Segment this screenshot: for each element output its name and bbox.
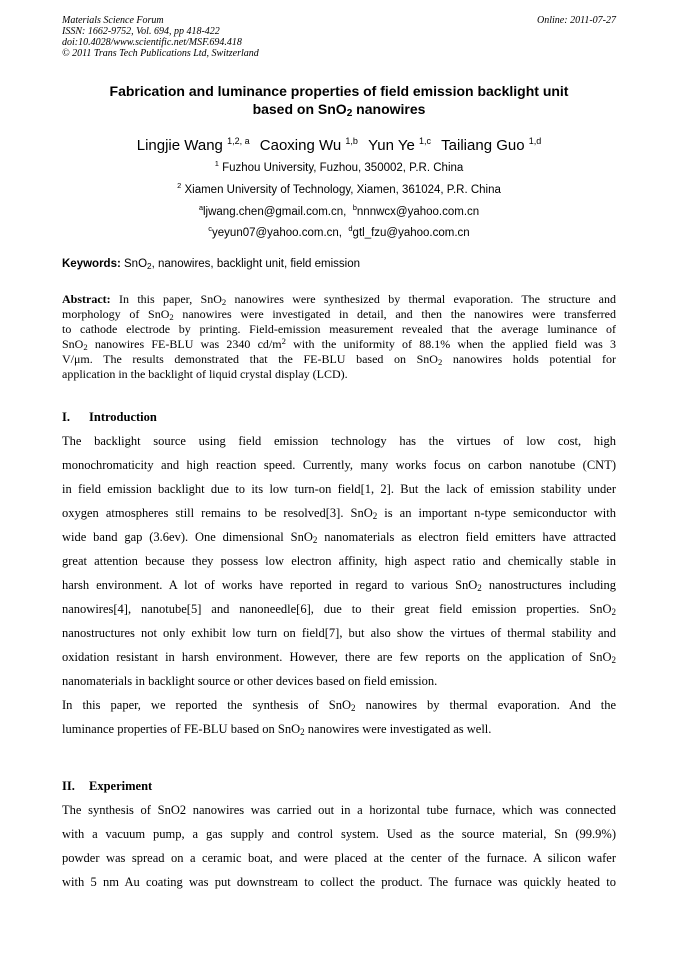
body-line: powder was spread on a ceramic boat, and were placed at the center of the furnace. A silicon wafer bbox=[62, 851, 616, 865]
author: Tailiang Guo $^{1,d}$ bbox=[441, 136, 542, 154]
doi-line: doi:10.4028/www.scientific.net/MSF.694.418 bbox=[62, 37, 242, 48]
body-line: The backlight source using field emission technology has the virtues of low cost, high bbox=[62, 434, 616, 448]
paper-title-line-2: based on SnO$_2$ nanowires bbox=[252, 101, 426, 119]
author: Yun Ye $^{1,c}$ bbox=[368, 136, 431, 154]
body-line: nanomaterials in backlight source or other devices based on field emission. bbox=[62, 674, 438, 688]
experiment-body bbox=[62, 803, 616, 899]
body-line: oxygen atmospheres still remains to be resolved[3]. SnO$_2$ is an important n-type semiconductor with bbox=[62, 506, 616, 521]
abstract-line: application in the backlight of liquid crystal display (LCD). bbox=[62, 367, 348, 381]
abstract-line: to cathode electrode by printing. Field-emission measurement revealed that the average luminance of bbox=[62, 322, 616, 336]
abstract bbox=[62, 292, 616, 382]
issn-line: ISSN: 1662-9752, Vol. 694, pp 418-422 bbox=[62, 26, 220, 37]
body-line: in field emission backlight due to its low turn-on field[1, 2]. But the lack of emission stability under bbox=[62, 482, 616, 496]
body-line: nanowires[4], nanotube[5] and nanoneedle[6], due to their great field emission properties. SnO$_2$ bbox=[62, 602, 616, 617]
body-line: luminance properties of FE-BLU based on SnO$_2$ nanowires were investigated as well. bbox=[62, 722, 492, 737]
section-heading-experiment: II. Experiment bbox=[62, 779, 153, 793]
copyright-line: © 2011 Trans Tech Publications Ltd, Switzerland bbox=[62, 48, 259, 59]
abstract-line: morphology of SnO$_2$ nanowires were investigated in detail, and then the nanowires were transferred bbox=[62, 307, 616, 322]
author: Lingjie Wang $^{1,2, a}$ bbox=[136, 136, 250, 154]
body-line: In this paper, we reported the synthesis of SnO$_2$ nanowires by thermal evaporation. And the bbox=[62, 698, 616, 713]
abstract-line: Abstract: In this paper, SnO$_2$ nanowires were synthesized by thermal evaporation. The structure and bbox=[62, 292, 616, 307]
body-line: with a vacuum pump, a gas supply and control system. Used as the source material, Sn (99.9%) bbox=[62, 827, 616, 841]
abstract-line: V/μm. The results demonstrated that the FE-BLU based on SnO$_2$ nanowires holds potential for bbox=[62, 352, 616, 367]
body-line: harsh environment. A lot of works have reported in regard to various SnO$_2$ nanostructures including bbox=[62, 578, 616, 593]
section-heading-introduction: I. Introduction bbox=[62, 410, 157, 424]
author-list bbox=[62, 132, 616, 155]
body-line: oxidation resistant in harsh environment. However, there are few reports on the application of SnO$_2$ bbox=[62, 650, 616, 665]
introduction-body bbox=[62, 434, 616, 746]
body-line: The synthesis of SnO2 nanowires was carried out in a horizontal tube furnace, which was connected bbox=[62, 803, 616, 817]
body-line: wide band gap (3.6ev). One dimensional SnO$_2$ nanomaterials as electron field emitters have attracted bbox=[62, 530, 616, 545]
affiliation: $^2$ Xiamen University of Technology, Xiamen, 361024, P.R. China bbox=[177, 181, 501, 196]
body-line: nanostructures not only exhibit low turn on field[7], but also show the virtues of thermal stability and bbox=[62, 626, 616, 640]
body-line: great attention because they possess low electron affinity, high aspect ratio and chemically stable in bbox=[62, 554, 616, 568]
paper-title-line-1: Fabrication and luminance properties of field emission backlight unit bbox=[109, 83, 569, 99]
body-line: with 5 nm Au coating was put downstream to collect the product. The furnace was quickly heated to bbox=[62, 875, 616, 889]
affiliation: $^1$ Fuzhou University, Fuzhou, 350002, P.R. China bbox=[214, 159, 464, 174]
online-date: Online: 2011-07-27 bbox=[537, 15, 616, 26]
journal-name: Materials Science Forum bbox=[62, 15, 164, 26]
abstract-line: SnO$_2$ nanowires FE-BLU was 2340 $cd/m^2$ with the uniformity of 88.1% when the applied field was 3 bbox=[62, 336, 616, 352]
body-line: monochromaticity and high reaction speed. Currently, many works focus on carbon nanotube (CNT) bbox=[62, 458, 616, 472]
email-line-1: $^a$ljwang.chen@gmail.com.cn, $^b$nnnwcx@yahoo.com.cn bbox=[198, 203, 480, 218]
keywords: Keywords: SnO$_2$, nanowires, backlight unit, field emission bbox=[62, 258, 361, 271]
email-line-2: $^c$yeyun07@yahoo.com.cn, $^d$gtl_fzu@yahoo.com.cn bbox=[208, 224, 470, 239]
author: Caoxing Wu $^{1,b}$ bbox=[259, 136, 358, 154]
